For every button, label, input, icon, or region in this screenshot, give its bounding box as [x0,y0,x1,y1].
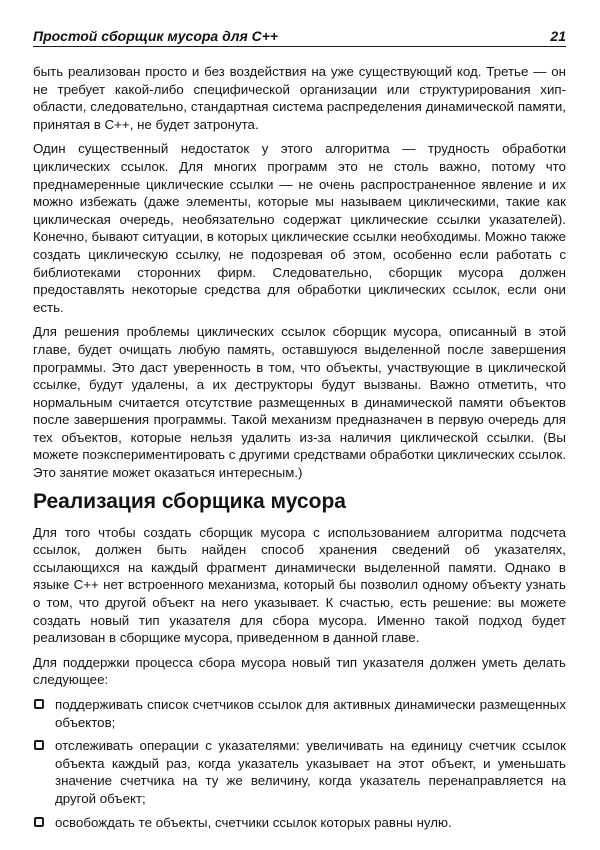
paragraph-continuation: быть реализован просто и без воздействия на уже существующий код. Третье — он не требует какой-либо специфической организации или структурирования хип-области, следовательно, стандартная система распределения динамической памяти, принятая в C++, не будет затронута. [33,64,566,132]
list-item [33,737,566,807]
list-item-text: отслеживать операции с указателями: увеличивать на единицу счетчик ссылок объекта каждый раз, когда указатель указывает на этот объект, и уменьшать значение счетчика на ту же величину, когда указатель перенаправляется на другой объект; [55,738,566,806]
paragraph-solution: Для решения проблемы циклических ссылок сборщик мусора, описанный в этой главе, будет очищать любую память, оставшуюся выделенной после завершения программы. Это даст уверенность в том, что объекты, участвующие в циклической ссылке, будут удалены, а их деструкторы будут вызваны. Важно отметить, что нормальным считается отсутствие размещенных в динамической памяти объектов после завершения программы. Такой механизм предназначен в первую очередь для тех объектов, которые нельзя удалить из-за наличия циклической ссылки. (Вы можете поэкспериментировать с другими средствами обработки циклических ссылок. Это занятие может оказаться интересным.) [33,324,566,481]
list-item-text: освобождать те объекты, счетчики ссылок которых равны нулю. [55,814,452,830]
paragraph-implementation: Для того чтобы создать сборщик мусора с использованием алгоритма подсчета ссылок, должен быть найден способ хранения сведений об указателях, ссылающихся на каждый фрагмент динамически выделенной памяти. Однако в языке C++ нет встроенного механизма, который бы позволил одному объекту узнать о том, что другой объект на него указывает. К счастью, есть решение: вы можете создать новый тип указателя для сбора мусора. Именно такой подход будет реализован в сборщике мусора, приведенном в данной главе. [33,524,566,646]
list-item-text: поддерживать список счетчиков ссылок для активных динамически размещенных объектов; [55,697,566,730]
list-item [33,814,566,832]
paragraph-drawback: Один существенный недостаток у этого алгоритма — трудность обработки циклических ссылок. Для многих программ это не столь важно, потому что преднамеренные циклические ссылки — не очень распространенное явление и их можно избежать (даже элементы, которые мы называем циклическими, такие как циклическая очередь, необязательно содержат циклические ссылки указателей). Конечно, бывают ситуации, в которых циклические ссылки необходимы. Можно также создать циклическую ссылку, не подозревая об этом, особенно если работать с библиотеками сторонних фирм. Следовательно, сборщик мусора должен предоставлять некоторые средства для обработки циклических ссылок, если они есть. [33,141,566,315]
paragraph-requirements-intro: Для поддержки процесса сбора мусора новый тип указателя должен уметь делать следующее: [33,654,566,688]
requirements-list [33,696,566,831]
running-title: Простой сборщик мусора для C++ [33,28,279,44]
page-number: 21 [550,28,566,44]
checkbox-bullet-icon [34,740,44,750]
list-item [33,696,566,731]
page-content [33,63,566,837]
checkbox-bullet-icon [34,817,44,827]
checkbox-bullet-icon [34,699,44,709]
section-heading: Реализация сборщика мусора [33,489,346,513]
page-header [33,24,566,47]
